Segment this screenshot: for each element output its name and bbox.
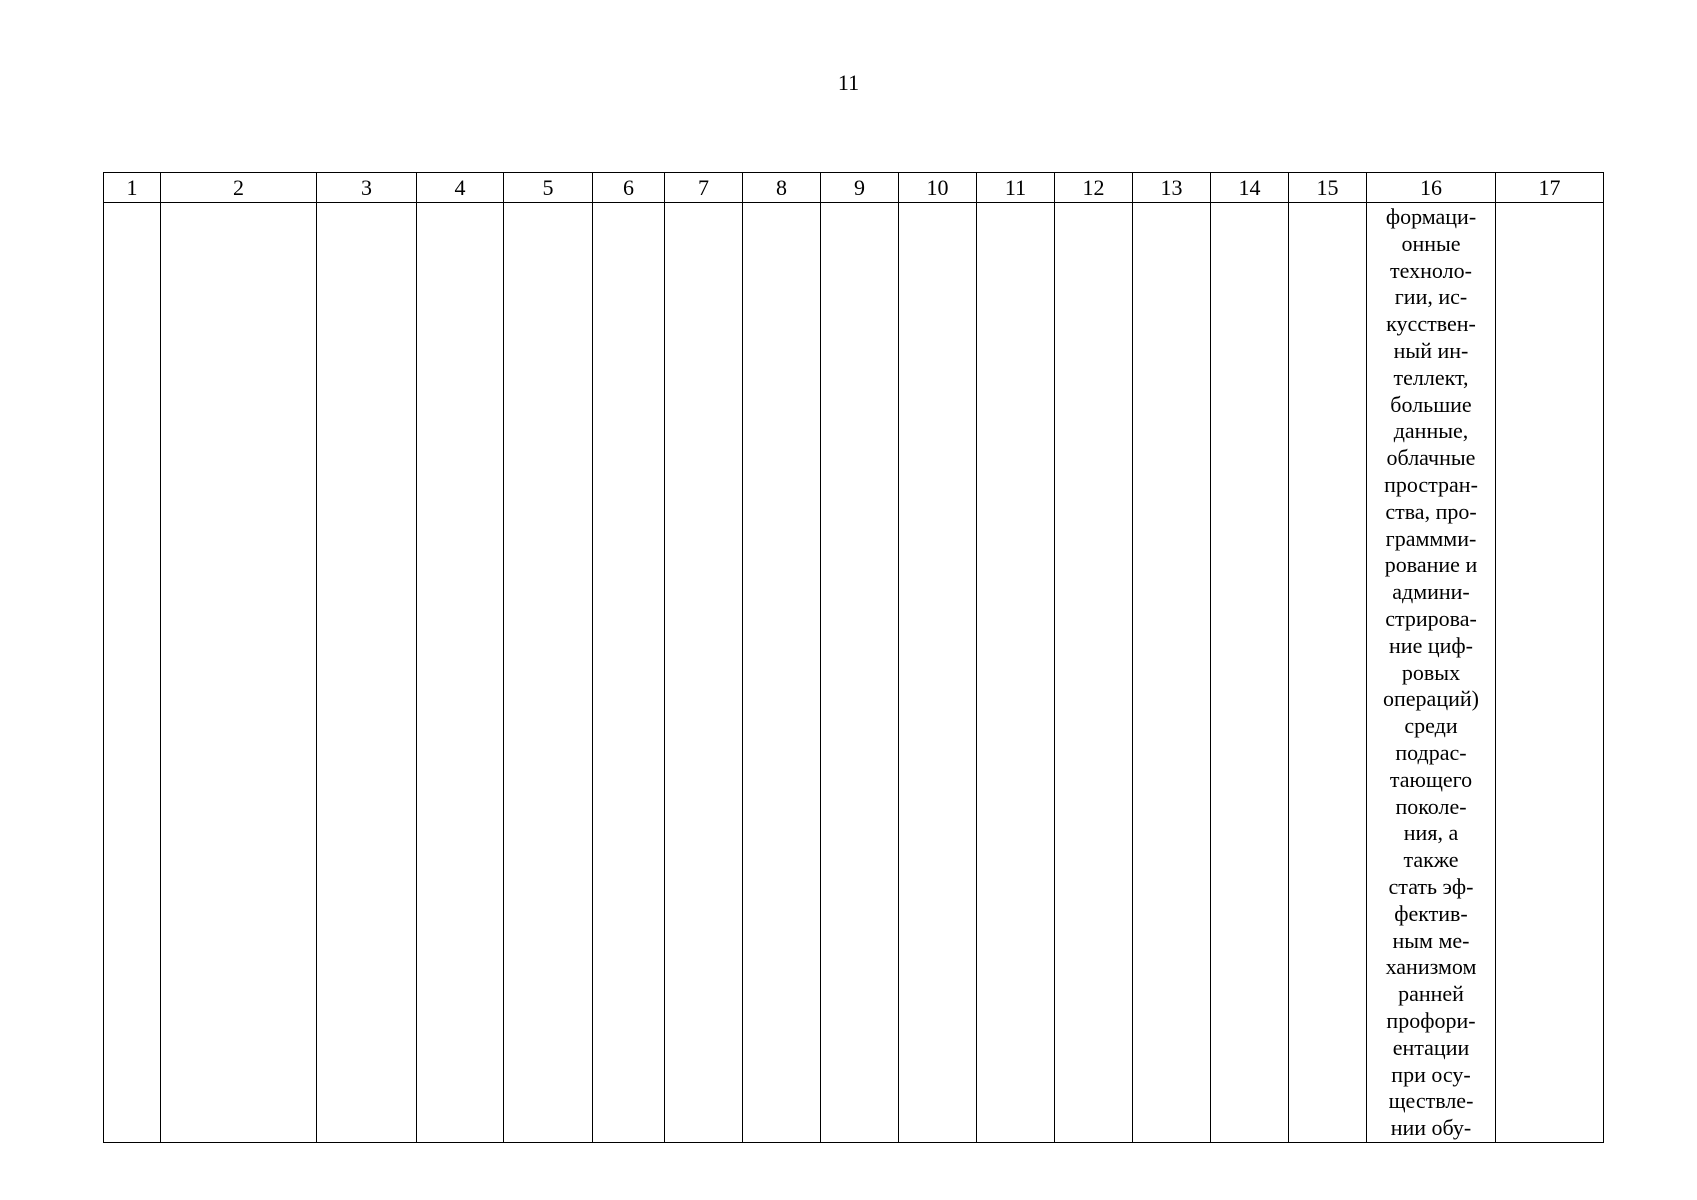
table-cell (161, 203, 317, 1143)
table-cell (977, 203, 1055, 1143)
text-line: данные, (1393, 418, 1469, 444)
page-number: 11 (837, 70, 860, 95)
text-line: тающего (1389, 766, 1473, 792)
text-line: формаци- (1385, 204, 1477, 229)
text-line: кусствен- (1386, 311, 1476, 337)
text-line: ровых (1401, 659, 1461, 685)
table-row (104, 203, 1604, 1143)
text-line: ния, а (1403, 820, 1459, 846)
text-line: техноло- (1390, 257, 1472, 283)
table-cell (1211, 203, 1289, 1143)
text-line: ществле- (1388, 1088, 1474, 1114)
text-line: ный ин- (1393, 337, 1469, 363)
text-line: теллект, (1393, 364, 1469, 390)
column-header: 13 (1133, 173, 1211, 203)
column-header: 6 (593, 173, 665, 203)
column-header: 1 (104, 173, 161, 203)
table-cell (1289, 203, 1367, 1143)
table-cell-column-16 (1367, 203, 1496, 1143)
text-line: также (1403, 847, 1459, 873)
text-line: стрирова- (1385, 605, 1477, 631)
text-line: ранней (1398, 981, 1464, 1007)
text-line: админи- (1392, 579, 1470, 605)
text-line: рование и (1384, 552, 1478, 578)
text-line: облачные (1386, 445, 1476, 471)
column-header: 12 (1055, 173, 1133, 203)
text-line: ным ме- (1392, 927, 1470, 953)
column-header: 2 (161, 173, 317, 203)
text-line: ства, про- (1385, 498, 1477, 524)
text-line: подрас- (1395, 739, 1467, 765)
text-line: поколе- (1395, 793, 1467, 819)
text-line: большие (1390, 391, 1472, 417)
column-header: 7 (665, 173, 743, 203)
text-line: стать эф- (1388, 873, 1474, 899)
text-line: граммми- (1385, 525, 1477, 551)
table-cell (104, 203, 161, 1143)
text-line: при осу- (1391, 1061, 1471, 1087)
column-header: 5 (504, 173, 593, 203)
table-cell (317, 203, 417, 1143)
text-line: онные (1401, 230, 1461, 256)
table-cell (743, 203, 821, 1143)
table-header-row (104, 173, 1604, 203)
text-line: ханизмом (1385, 954, 1477, 980)
text-line: ентации (1392, 1034, 1470, 1060)
text-line: ние циф- (1389, 632, 1473, 658)
column-header: 3 (317, 173, 417, 203)
table-cell (1055, 203, 1133, 1143)
column-header: 14 (1211, 173, 1289, 203)
column-header: 17 (1496, 173, 1604, 203)
table-cell (1133, 203, 1211, 1143)
document-table (103, 172, 1604, 1143)
table-cell (417, 203, 504, 1143)
text-line: фектив- (1394, 900, 1468, 926)
column-header: 16 (1367, 173, 1496, 203)
text-line: простран- (1384, 471, 1478, 497)
column-header: 10 (899, 173, 977, 203)
table-cell (504, 203, 593, 1143)
text-line: нии обу- (1390, 1115, 1472, 1141)
text-line: профори- (1386, 1007, 1476, 1033)
text-line: гии, ис- (1394, 284, 1468, 310)
table-cell (665, 203, 743, 1143)
cell-text (1367, 203, 1495, 1142)
text-line: операций) (1383, 686, 1479, 712)
column-header: 8 (743, 173, 821, 203)
column-header: 4 (417, 173, 504, 203)
table-cell (1496, 203, 1604, 1143)
column-header: 15 (1289, 173, 1367, 203)
column-header: 11 (977, 173, 1055, 203)
table-cell (821, 203, 899, 1143)
text-line: среди (1404, 713, 1458, 739)
table-cell (593, 203, 665, 1143)
table-cell (899, 203, 977, 1143)
column-header: 9 (821, 173, 899, 203)
